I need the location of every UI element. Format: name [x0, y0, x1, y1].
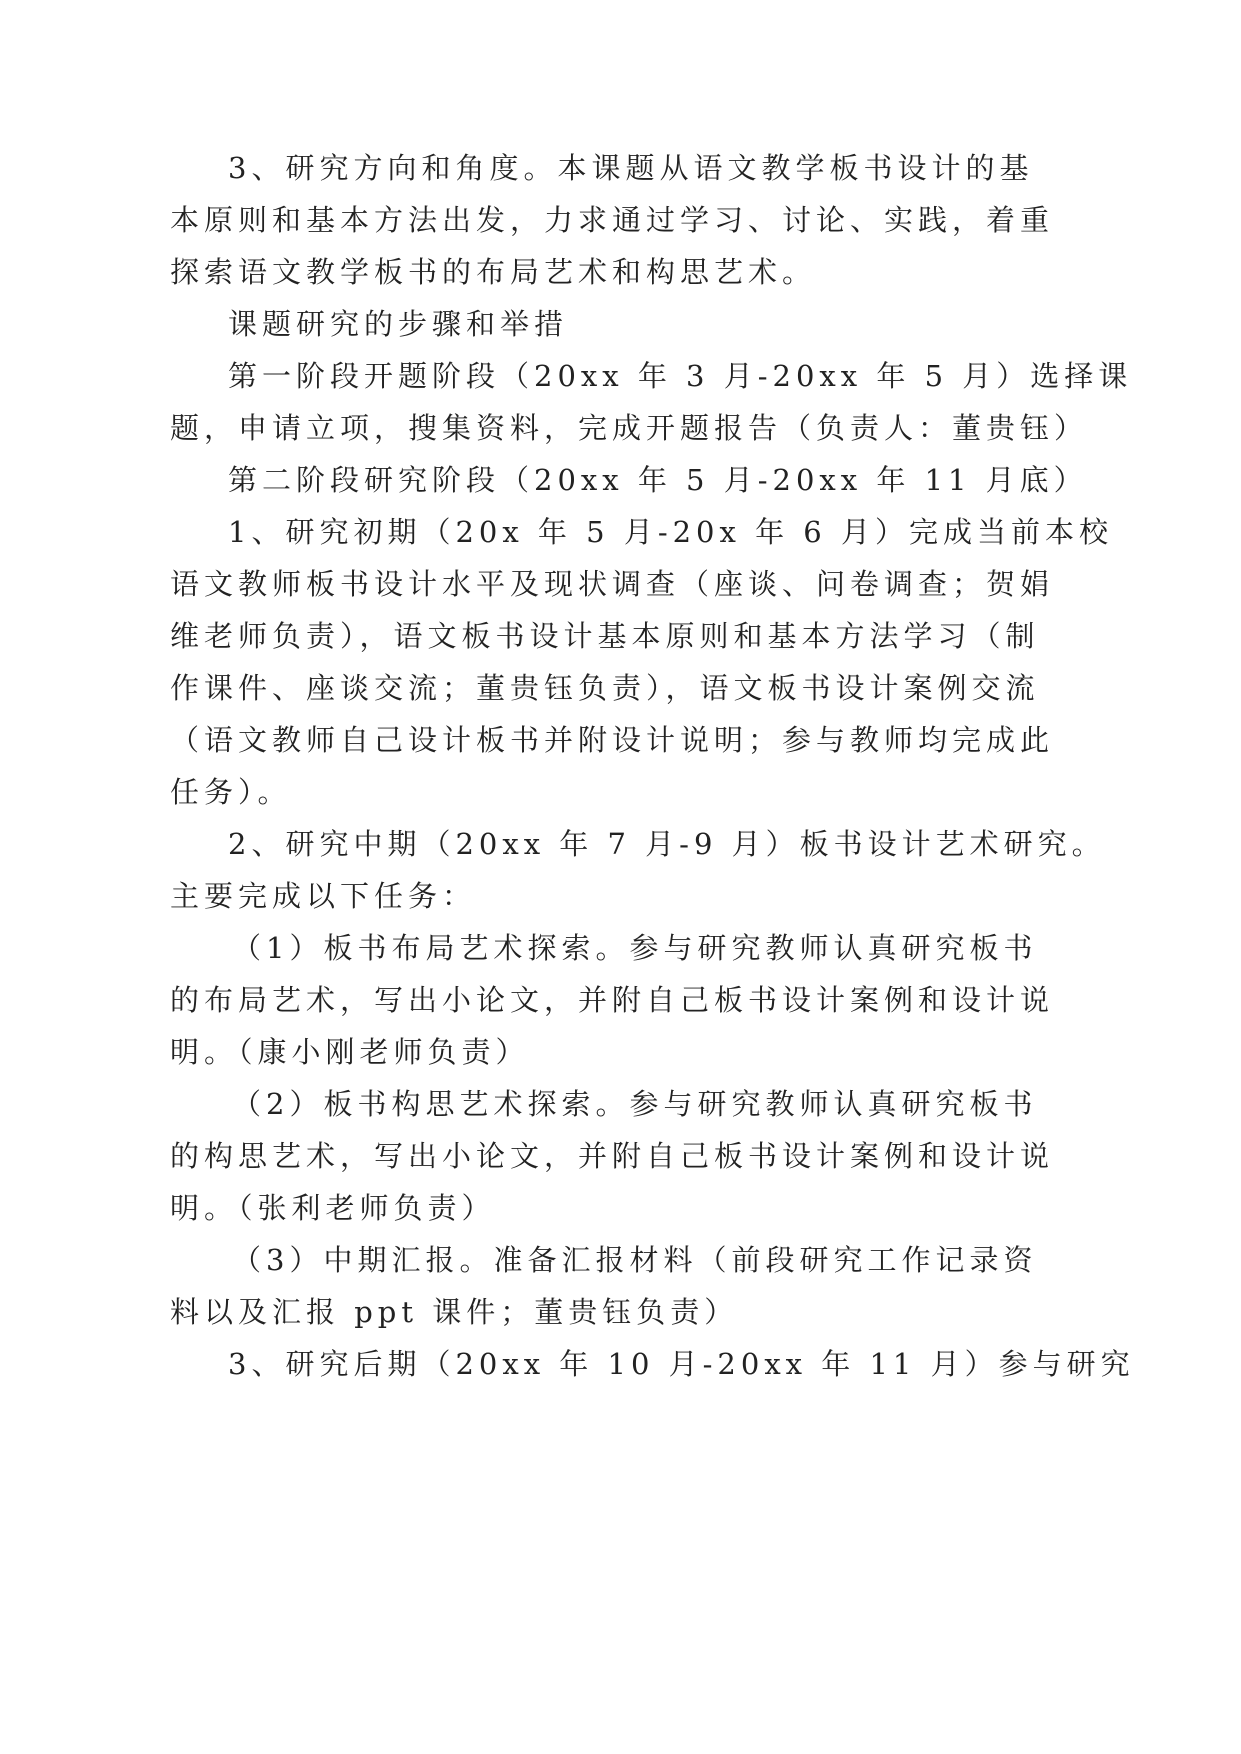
paragraph-line: 维老师负责），语文板书设计基本原则和基本方法学习（制: [170, 619, 1040, 653]
section-heading: 课题研究的步骤和举措: [228, 307, 569, 341]
paragraph-line: 任务）。: [170, 775, 292, 809]
paragraph-line: 探索语文教学板书的布局艺术和构思艺术。: [170, 255, 817, 289]
paragraph-line: 主要完成以下任务：: [170, 879, 477, 913]
paragraph-line: 的构思艺术，写出小论文，并附自己板书设计案例和设计说: [170, 1139, 1055, 1173]
paragraph-line: 题，申请立项，搜集资料，完成开题报告（负责人：董贵钰）: [170, 411, 1089, 445]
paragraph-line: 语文教师板书设计水平及现状调查（座谈、问卷调查；贺娟: [170, 567, 1055, 601]
paragraph-line: 1、研究初期（20x 年 5 月-20x 年 6 月）完成当前本校: [228, 515, 1113, 549]
paragraph-line: （1）板书布局艺术探索。参与研究教师认真研究板书: [232, 931, 1038, 965]
paragraph-line: （语文教师自己设计板书并附设计说明；参与教师均完成此: [170, 723, 1055, 757]
paragraph-line: 3、研究方向和角度。本课题从语文教学板书设计的基: [228, 151, 1034, 185]
paragraph-line: （3）中期汇报。准备汇报材料（前段研究工作记录资: [232, 1243, 1038, 1277]
paragraph-line: 2、研究中期（20xx 年 7 月-9 月）板书设计艺术研究。: [228, 827, 1106, 861]
paragraph-line: （2）板书构思艺术探索。参与研究教师认真研究板书: [232, 1087, 1038, 1121]
paragraph-line: 3、研究后期（20xx 年 10 月-20xx 年 11 月）参与研究: [228, 1347, 1135, 1381]
paragraph-line: 明。（康小刚老师负责）: [170, 1035, 530, 1069]
paragraph-line: 作课件、座谈交流；董贵钰负责），语文板书设计案例交流: [170, 671, 1040, 705]
paragraph-line: 第一阶段开题阶段（20xx 年 3 月-20xx 年 5 月）选择课: [228, 359, 1133, 393]
paragraph-line: 料以及汇报 ppt 课件；董贵钰负责）: [170, 1295, 739, 1329]
paragraph-line: 本原则和基本方法出发，力求通过学习、讨论、实践，着重: [170, 203, 1055, 237]
paragraph-line: 第二阶段研究阶段（20xx 年 5 月-20xx 年 11 月底）: [228, 463, 1088, 497]
paragraph-line: 明。（张利老师负责）: [170, 1191, 496, 1225]
paragraph-line: 的布局艺术，写出小论文，并附自己板书设计案例和设计说: [170, 983, 1055, 1017]
